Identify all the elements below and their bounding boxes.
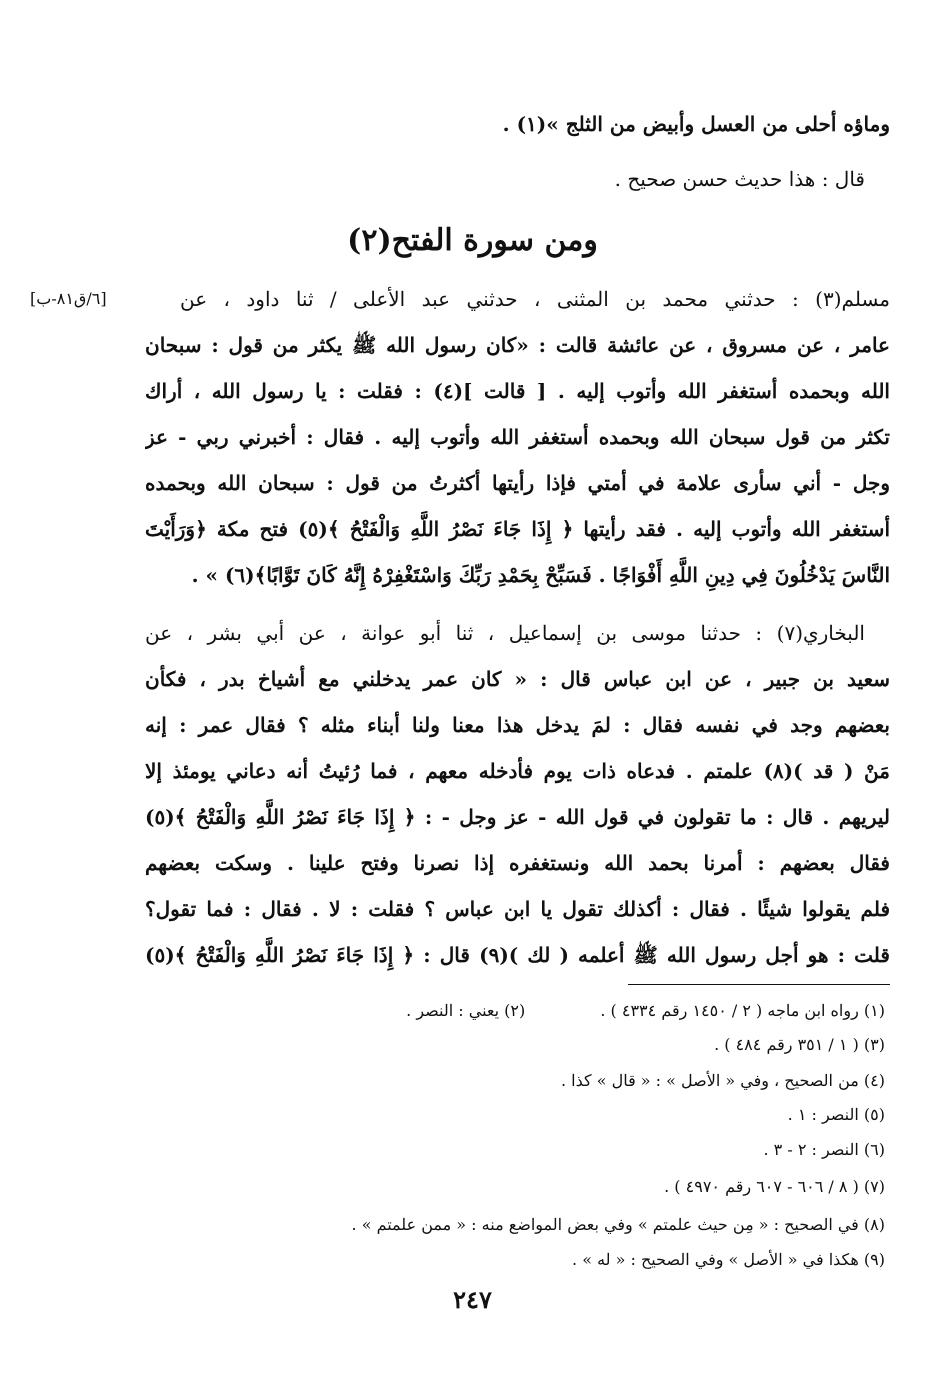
footnote-separator: [628, 984, 890, 985]
text-line: وماؤه أحلى من العسل وأبيض من الثلج »(١) .: [502, 112, 890, 136]
text-line: الله وبحمده أستغفر الله وأتوب إليه . [ قالت ](٤) : فقلت : يا رسول الله ، أراك: [145, 379, 890, 403]
footnote: (٤) من الصحيح ، وفي « الأصل » : « قال » كذا .: [560, 1071, 885, 1090]
text-line: قلت : هو أجل رسول الله ﷺ أعلمه ( لك )(٩) قال : ﴿ إِذَا جَاءَ نَصْرُ اللَّهِ وَالْفَتْحُ ﴾(٥): [145, 943, 890, 967]
text-line: تكثر من قول سبحان الله وبحمده أستغفر الله وأتوب إليه . فقال : أخبرني ربي - عز: [145, 425, 890, 449]
section-heading: ومن سورة الفتح(٢): [347, 223, 598, 258]
text-line: فلم يقولوا شيئًا . فقال : أكذلك تقول يا ابن عباس ؟ فقلت : لا . فقال : فما تقول؟: [145, 897, 890, 921]
text-line: مَنْ ( قد )(٨) علمتم . فدعاه ذات يوم فأدخله معهم ، فما رُئيتُ أنه دعاني يومئذ إلا: [145, 759, 890, 783]
text-line: فقال بعضهم : أمرنا بحمد الله ونستغفره إذا نصرنا وفتح علينا . وسكت بعضهم: [145, 851, 890, 875]
footnote: (٩) هكذا في « الأصل » وفي الصحيح : « له » .: [572, 1250, 885, 1269]
footnote: (٥) النصر : ١ .: [787, 1105, 885, 1124]
footnote: (٨) في الصحيح : « مِن حيث علمتم » وفي بعض المواضع منه : « ممن علمتم » .: [351, 1215, 885, 1234]
footnote: (٢) يعني : النصر .: [406, 1001, 526, 1020]
text-line: عامر ، عن مسروق ، عن عائشة قالت : «كان رسول الله ﷺ يكثر من قول : سبحان: [145, 333, 890, 357]
text-line: أستغفر الله وأتوب إليه . فقد رأيتها ﴿ إِذَا جَاءَ نَصْرُ اللَّهِ وَالْفَتْحُ ﴾(٥) فتح مكة ﴿وَرَأَيْتَ: [145, 517, 890, 541]
text-line: مسلم(٣) : حدثني محمد بن المثنى ، حدثني عبد الأعلى / ثنا داود ، عن: [180, 287, 890, 311]
margin-reference: [٦/ق٨١-ب]: [30, 289, 107, 308]
text-line: قال : هذا حديث حسن صحيح .: [614, 167, 865, 191]
footnote: (٦) النصر : ٢ - ٣ .: [763, 1140, 885, 1159]
footnote: (٣) ( ١ / ٣٥١ رقم ٤٨٤ ) .: [714, 1035, 885, 1054]
text-line: وجل - أني سأرى علامة في أمتي فإذا رأيتها أكثرتُ من قول : سبحان الله وبحمده: [145, 471, 890, 495]
text-line: سعيد بن جبير ، عن ابن عباس قال : « كان عمر يدخلني مع أشياخ بدر ، فكأن: [145, 667, 890, 691]
footnote: (١) رواه ابن ماجه ( ٢ / ١٤٥٠ رقم ٤٣٣٤ ) .: [600, 1001, 885, 1020]
page-number: ٢٤٧: [453, 1285, 492, 1314]
footnote-row: [65, 996, 885, 1026]
text-line: النَّاسَ يَدْخُلُونَ فِي دِينِ اللَّهِ أَفْوَاجًا . فَسَبِّحْ بِحَمْدِ رَبِّكَ وَاسْتَغْفِرْهُ إِنَّهُ كَانَ تَوَّابًا﴾(٦) » .: [191, 563, 890, 587]
footnote: (٧) ( ٨ / ٦٠٦ - ٦٠٧ رقم ٤٩٧٠ ) .: [664, 1177, 885, 1196]
text-line: بعضهم وجد في نفسه فقال : لمَ يدخل هذا معنا ولنا أبناء مثله ؟ فقال عمر : إنه: [145, 713, 890, 737]
text-line: ليريهم . قال : ما تقولون في قول الله - عز وجل - : ﴿ إِذَا جَاءَ نَصْرُ اللَّهِ وَالْفَتْحُ ﴾(٥): [145, 805, 890, 829]
text-line: البخاري(٧) : حدثنا موسى بن إسماعيل ، ثنا أبو عوانة ، عن أبي بشر ، عن: [145, 621, 865, 645]
